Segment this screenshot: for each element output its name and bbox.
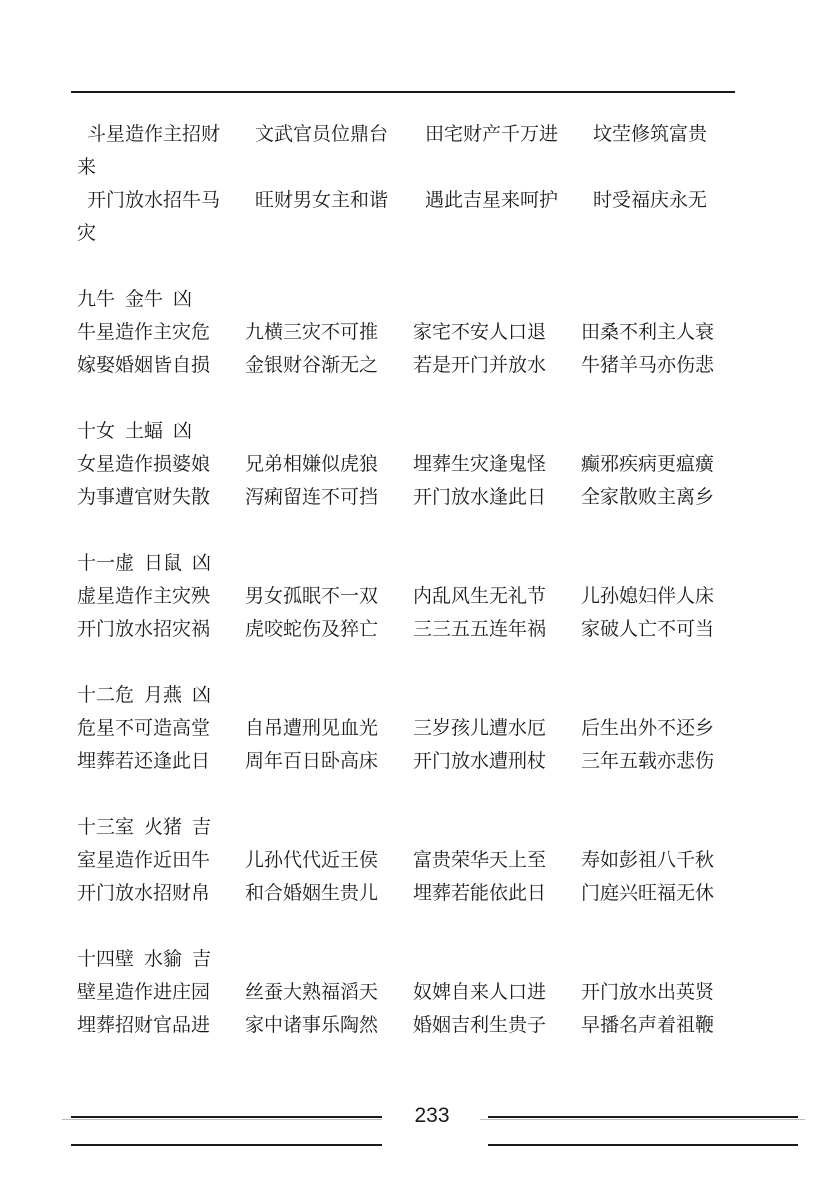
fortune-label: 吉 [192,948,212,970]
verse-row [77,613,737,646]
verse-line: 男女孤眠不一双 [245,585,379,607]
verse-line: 儿孙媳妇伴人床 [581,585,715,607]
verse-row [77,316,737,349]
verse-row [77,712,737,745]
footer-rule-left-lower [71,1144,382,1146]
verse-line: 儿孙代代近王侯 [245,849,379,871]
section-heading [77,811,737,844]
verse-line: 自吊遭刑见血光 [245,717,379,739]
fortune-label: 凶 [173,420,193,442]
mansion-section [77,679,737,778]
verse-line: 和合婚姻生贵儿 [245,882,379,904]
verse-line: 危星不可造高堂 [77,717,211,739]
verse-line: 寿如彭祖八千秋 [581,849,715,871]
verse-line: 开门放水遭刑杖 [413,750,547,772]
verse-row [77,349,737,382]
verse-line: 文武官员位鼎台 [255,123,389,145]
mansion-section [77,415,737,514]
mansion-animal: 火猪 [144,816,183,838]
verse-line: 牛星造作主灾危 [77,321,211,343]
verse-line: 泻痢留连不可挡 [245,486,379,508]
page-body [77,118,737,1042]
verse-line: 牛猪羊马亦伤悲 [581,354,715,376]
verse-line: 开门放水招灾祸 [77,618,211,640]
mansion-name: 十二危 [77,684,135,706]
verse-line: 周年百日卧高床 [245,750,379,772]
verse-line: 丝蚕大熟福滔天 [245,981,379,1003]
mansion-section [77,811,737,910]
verse-line: 埋葬若能依此日 [413,882,547,904]
verse-row [77,580,737,613]
verse-line: 九横三灾不可推 [245,321,379,343]
verse-line: 家破人亡不可当 [581,618,715,640]
verse-line: 田桑不利主人衰 [581,321,715,343]
verse-line: 遇此吉星来呵护 [425,189,559,211]
verse-line: 虚星造作主灾殃 [77,585,211,607]
mansion-name: 十女 [77,420,116,442]
mansion-animal: 日鼠 [144,552,183,574]
verse-line: 癫邪疾病更瘟癀 [581,453,715,475]
verse-line: 奴婢自来人口进 [413,981,547,1003]
mansion-name: 十四壁 [77,948,135,970]
mansion-section [77,283,737,382]
verse-row [77,844,737,877]
verse-line: 后生出外不还乡 [581,717,715,739]
verse-line: 为事遭官财失散 [77,486,211,508]
verse-line: 兄弟相嫌似虎狼 [245,453,379,475]
page-number: 233 [414,1104,450,1127]
verse-line: 壁星造作进庄园 [77,981,211,1003]
verse-line: 早播名声着祖鞭 [581,1014,715,1036]
verse-row [77,877,737,910]
section-heading [77,679,737,712]
verse-line: 门庭兴旺福无休 [581,882,715,904]
intro-verse-2 [77,184,737,250]
verse-line: 室星造作近田牛 [77,849,211,871]
verse-line: 若是开门并放水 [413,354,547,376]
verse-line: 全家散败主离乡 [581,486,715,508]
footer-rule-right-lower [488,1144,798,1146]
section-heading [77,415,737,448]
fortune-label: 凶 [192,552,212,574]
verse-row [77,481,737,514]
mansion-animal: 土蝠 [125,420,164,442]
verse-line: 女星造作损婆娘 [77,453,211,475]
verse-line: 嫁娶婚姻皆自损 [77,354,211,376]
verse-line: 斗星造作主招财 [87,123,221,145]
verse-line: 三岁孩儿遭水厄 [413,717,547,739]
mansion-animal: 金牛 [125,288,164,310]
intro-verse-1 [77,118,737,184]
fortune-label: 吉 [192,816,212,838]
verse-line: 家中诸事乐陶然 [245,1014,379,1036]
verse-line: 开门放水逢此日 [413,486,547,508]
mansion-section [77,943,737,1042]
verse-line: 时受福庆永无 [593,189,708,211]
verse-row [77,745,737,778]
footer-thin-rule-right [480,1119,805,1120]
footer-thin-rule-left [62,1119,382,1120]
verse-line: 虎咬蛇伤及猝亡 [245,618,379,640]
verse-line: 开门放水招财帛 [77,882,211,904]
fortune-label: 凶 [192,684,212,706]
section-heading [77,283,737,316]
verse-line: 三年五载亦悲伤 [581,750,715,772]
verse-row [77,448,737,481]
verse-line: 开门放水出英贤 [581,981,715,1003]
verse-line: 埋葬生灾逢鬼怪 [413,453,547,475]
verse-row [77,976,737,1009]
verse-line-wrap: 灾 [77,222,97,244]
verse-line: 婚姻吉利生贵子 [413,1014,547,1036]
mansion-name: 十三室 [77,816,135,838]
mansion-name: 九牛 [77,288,116,310]
verse-line: 内乱风生无礼节 [413,585,547,607]
section-heading [77,943,737,976]
verse-row [77,1009,737,1042]
verse-line: 坟茔修筑富贵 [593,123,708,145]
section-heading [77,547,737,580]
verse-line: 富贵荣华天上至 [413,849,547,871]
verse-line: 埋葬招财官品进 [77,1014,211,1036]
verse-line-wrap: 来 [77,156,97,178]
mansion-section [77,547,737,646]
footer-rule-right [488,1116,798,1118]
verse-line: 家宅不安人口退 [413,321,547,343]
mansion-animal: 月燕 [144,684,183,706]
verse-line: 田宅财产千万进 [425,123,559,145]
header-rule [71,91,735,93]
footer-rule-left [71,1116,382,1118]
verse-line: 三三五五连年祸 [413,618,547,640]
mansion-animal: 水貐 [144,948,183,970]
mansion-name: 十一虚 [77,552,135,574]
verse-line: 金银财谷渐无之 [245,354,379,376]
verse-line: 埋葬若还逢此日 [77,750,211,772]
fortune-label: 凶 [173,288,193,310]
verse-line: 旺财男女主和谐 [255,189,389,211]
verse-line: 开门放水招牛马 [87,189,221,211]
